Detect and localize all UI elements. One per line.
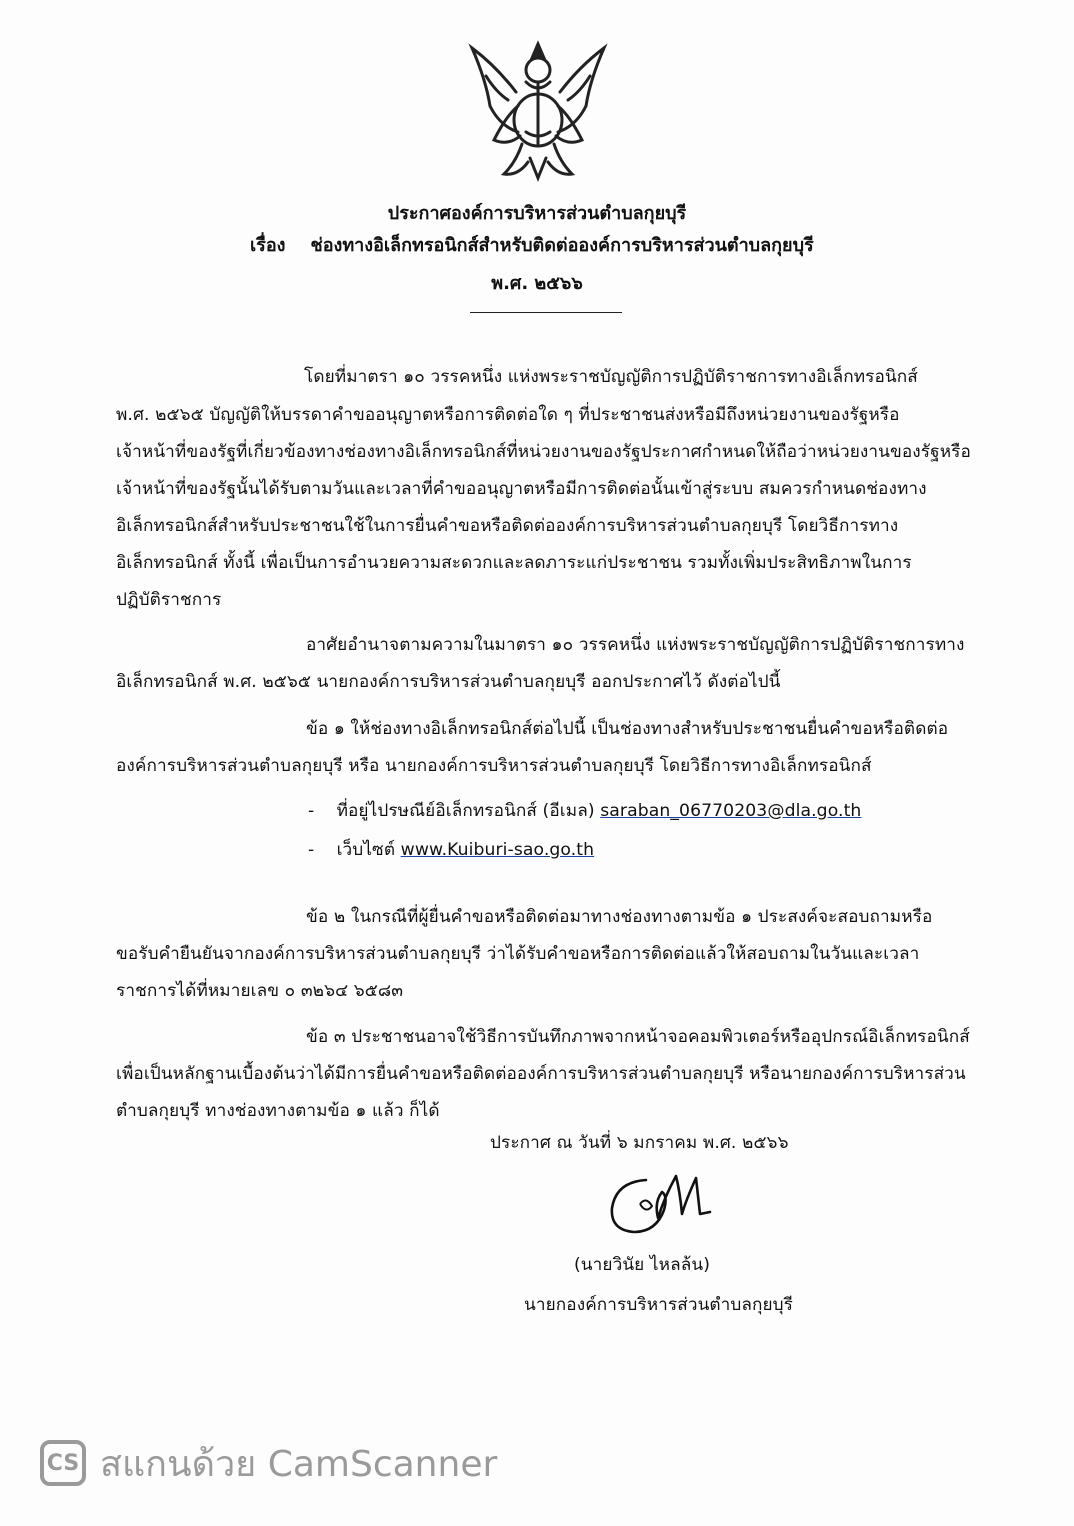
garuda-emblem-icon	[456, 36, 620, 186]
clause2-line: ขอรับคำยืนยันจากองค์การบริหารส่วนตำบลกุยบุรี ว่าได้รับคำขอหรือการติดต่อแล้วให้สอบถามในวันและเวลา	[116, 944, 920, 964]
clause2-line: ราชการได้ที่หมายเลข ๐ ๓๒๖๔ ๖๕๘๓	[116, 981, 404, 1001]
subject-label: เรื่อง	[250, 235, 286, 256]
email-label: ที่อยู่ไปรษณีย์อิเล็กทรอนิกส์ (อีเมล)	[336, 801, 595, 821]
para1-line: อิเล็กทรอนิกส์ ทั้งนี้ เพื่อเป็นการอำนวยความสะดวกและลดภาระแก่ประชาชน รวมทั้งเพิ่มประสิทธิภาพในการ	[116, 553, 912, 573]
bullet: -	[308, 840, 315, 860]
para1-line: โดยที่มาตรา ๑๐ วรรคหนึ่ง แห่งพระราชบัญญัติการปฏิบัติราชการทางอิเล็กทรอนิกส์	[304, 367, 918, 387]
bullet: -	[308, 801, 315, 821]
announce-date: ประกาศ ณ วันที่ ๖ มกราคม พ.ศ. ๒๕๖๖	[490, 1133, 789, 1153]
para2-line: อิเล็กทรอนิกส์ พ.ศ. ๒๕๖๕ นายกองค์การบริหารส่วนตำบลกุยบุรี ออกประกาศไว้ ดังต่อไปนี้	[116, 672, 781, 692]
camscanner-text: สแกนด้วย CamScanner	[100, 1443, 498, 1485]
clause3-line: เพื่อเป็นหลักฐานเบื้องต้นว่าได้มีการยื่นคำขอหรือติดต่อองค์การบริหารส่วนตำบลกุยบุรี หรือนายกองค์การบริหารส่วน	[116, 1064, 966, 1084]
clause1-line: องค์การบริหารส่วนตำบลกุยบุรี หรือ นายกองค์การบริหารส่วนตำบลกุยบุรี โดยวิธีการทางอิเล็กทรอนิกส์	[116, 756, 872, 776]
clause3-line: ข้อ ๓ ประชาชนอาจใช้วิธีการบันทึกภาพจากหน้าจอคอมพิวเตอร์หรืออุปกรณ์อิเล็กทรอนิกส์	[306, 1027, 970, 1047]
camscanner-logo-icon: CS	[40, 1440, 86, 1486]
signer-name: (นายวินัย ไหลล้น)	[574, 1255, 711, 1275]
clause1-line: ข้อ ๑ ให้ช่องทางอิเล็กทรอนิกส์ต่อไปนี้ เป็นช่องทางสำหรับประชาชนยื่นคำขอหรือติดต่อ	[306, 719, 949, 739]
subject-text: ช่องทางอิเล็กทรอนิกส์สำหรับติดต่อองค์การบริหารส่วนตำบลกุยบุรี	[310, 235, 814, 256]
para1-line: เจ้าหน้าที่ของรัฐนั้นได้รับตามวันและเวลาที่คำขออนุญาตหรือมีการติดต่อนั้นเข้าสู่ระบบ สมควรกำหนดช่องทาง	[116, 479, 927, 499]
email-item	[308, 796, 861, 824]
clause2-line: ข้อ ๒ ในกรณีที่ผู้ยื่นคำขอหรือติดต่อมาทางช่องทางตามข้อ ๑ ประสงค์จะสอบถามหรือ	[306, 907, 933, 927]
signer-position: นายกองค์การบริหารส่วนตำบลกุยบุรี	[524, 1295, 793, 1315]
website-link[interactable]: www.Kuiburi-sao.go.th	[400, 840, 595, 860]
para2-line: อาศัยอำนาจตามความในมาตรา ๑๐ วรรคหนึ่ง แห่งพระราชบัญญัติการปฏิบัติราชการทาง	[306, 635, 965, 655]
document-title: ประกาศองค์การบริหารส่วนตำบลกุยบุรี	[387, 203, 687, 224]
clause3-line: ตำบลกุยบุรี ทางช่องทางตามข้อ ๑ แล้ว ก็ได้	[116, 1101, 440, 1121]
para1-line: เจ้าหน้าที่ของรัฐที่เกี่ยวข้องทางช่องทางอิเล็กทรอนิกส์ที่หน่วยงานของรัฐประกาศกำหนดให้ถือว่าหน่วยงานของรัฐหรือ	[116, 442, 971, 462]
signature-icon	[606, 1152, 716, 1242]
title-divider	[470, 312, 622, 313]
website-label: เว็บไซต์	[336, 840, 396, 860]
email-link[interactable]: saraban_06770203@dla.go.th	[600, 801, 862, 821]
document-year: พ.ศ. ๒๕๖๖	[491, 273, 583, 294]
para1-line: ปฏิบัติราชการ	[116, 590, 222, 610]
para1-line: อิเล็กทรอนิกส์สำหรับประชาชนใช้ในการยื่นคำขอหรือติดต่อองค์การบริหารส่วนตำบลกุยบุรี โดยวิธีการทาง	[116, 516, 899, 536]
para1-line: พ.ศ. ๒๕๖๕ บัญญัติให้บรรดาคำขออนุญาตหรือการติดต่อใด ๆ ที่ประชาชนส่งหรือมีถึงหน่วยงานของรัฐหรือ	[116, 405, 900, 425]
camscanner-watermark	[40, 1436, 497, 1490]
document-subject-line	[250, 230, 850, 259]
website-item	[308, 835, 594, 863]
